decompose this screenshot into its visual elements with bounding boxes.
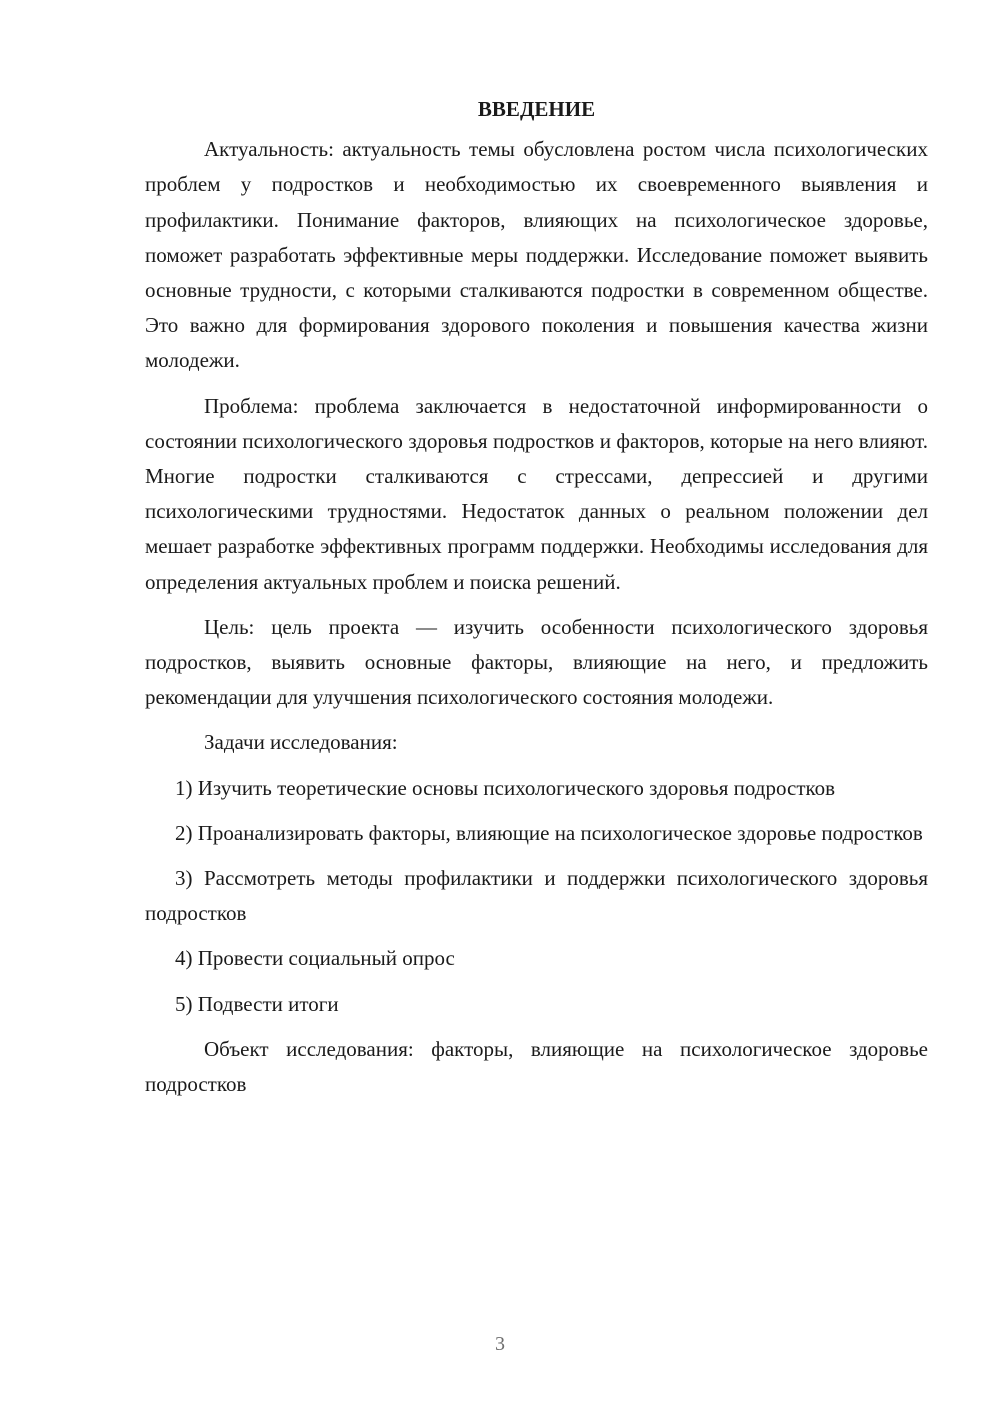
object-paragraph: Объект исследования: факторы, влияющие на психологическое здоровье подростков <box>145 1036 928 1097</box>
tasks-heading: Задачи исследования: <box>204 730 398 755</box>
task-item: 1) Изучить теоретические основы психологического здоровья подростков <box>175 775 836 800</box>
relevance-paragraph: Актуальность: актуальность темы обусловлена ростом числа психологических проблем у подростков и необходимостью их своевременного выявления и профилактики. Понимание факторов, влияющих на психологическое здоровье, поможет разработать эффективные меры поддержки. Исследование поможет выявить основные трудности, с которыми сталкиваются подростки в современном обществе. Это важно для формирования здорового поколения и повышения качества жизни молодежи. <box>145 137 928 373</box>
task-item: 4) Провести социальный опрос <box>175 946 455 971</box>
task-item: 3) Рассмотреть методы профилактики и поддержки психологического здоровья подростков <box>145 866 928 926</box>
problem-paragraph: Проблема: проблема заключается в недостаточной информированности о состоянии психологического здоровья подростков и факторов, которые на него влияют. Многие подростки сталкиваются с стрессами, депрессией и другими психологическими трудностями. Недостаток данных о реальном положении дел мешает разработке эффективных программ поддержки. Необходимы исследования для определения актуальных проблем и поиска решений. <box>145 393 928 594</box>
goal-paragraph: Цель: цель проекта — изучить особенности психологического здоровья подростков, выявить основные факторы, влияющие на него, и предложить рекомендации для улучшения психологического состояния молодежи. <box>145 614 928 710</box>
task-item: 2) Проанализировать факторы, влияющие на психологическое здоровье подростков <box>175 820 923 845</box>
page-number: 3 <box>495 1333 505 1355</box>
task-item: 5) Подвести итоги <box>175 991 339 1016</box>
document-page <box>145 92 928 1112</box>
tasks-list <box>145 771 928 1022</box>
page-title: ВВЕДЕНИЕ <box>477 97 596 121</box>
